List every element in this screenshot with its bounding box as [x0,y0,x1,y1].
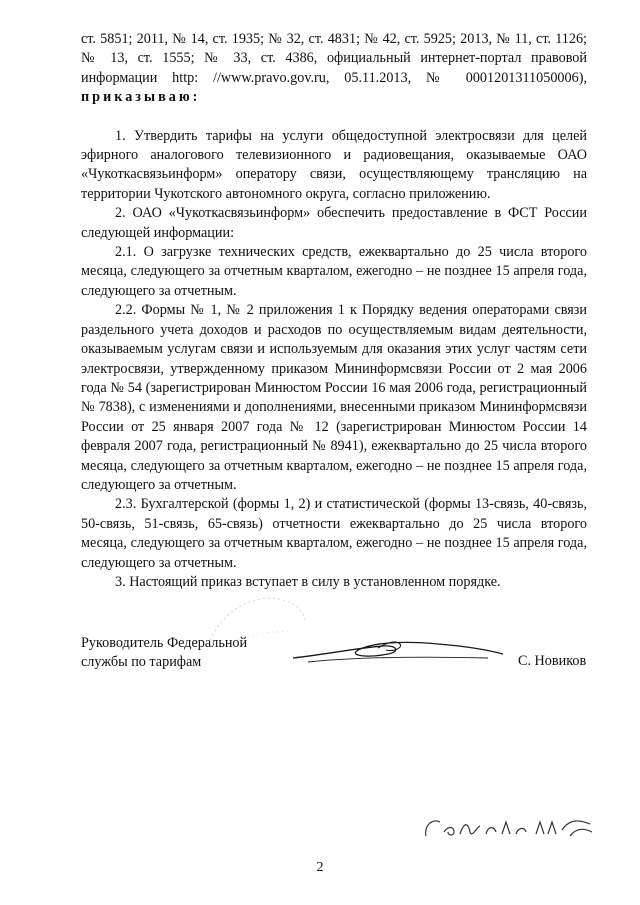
clause-2-1: 2.1. О загрузке технических средств, ежеквартально до 25 числа второго месяца, следующего за отчетным кварталом, ежегодно – не позднее 15 апреля года, следующего за отчетным. [81,244,587,299]
clause-1: 1. Утвердить тарифы на услуги общедоступной электросвязи для целей эфирного аналогового телевизионного и радиовещания, оказываемые ОАО «Чукоткасвязьинформ» оператору связи, осуществляющему трансляцию на территории Чукотского автономного округа, согласно приложению. [81,127,587,202]
continuation-paragraph [81,30,587,108]
clause-3: 3. Настоящий приказ вступает в силу в установленном порядке. [115,573,501,590]
signatory-title-line-1: Руководитель Федеральной [81,635,248,651]
signatory-name: С. Новиков [518,653,587,669]
paragraph-gap [81,108,587,127]
page-number: 2 [316,860,324,875]
handwritten-signature [288,628,508,678]
signatory-title [81,634,247,673]
document-body [81,30,587,592]
clause-2-3: 2.3. Бухгалтерской (формы 1, 2) и статистической (формы 13-связь, 40-связь, 50-связь, 51-связь, 65-связь) отчетности ежеквартально до 25 числа второго месяца, следующего за отчетным кварталом, ежегодно – не позднее 15 апреля года, следующего за отчетным. [81,496,587,571]
handwritten-note [420,808,600,848]
continuation-text: ст. 5851; 2011, № 14, ст. 1935; № 32, ст. 4831; № 42, ст. 5925; 2013, № 11, ст. 1126; № 13, ст. 1555; № 33, ст. 4386, официальный интернет-портал правовой информации http: //www.pravo.gov.ru, 05.11.2013, № 0001201311050006), [81,31,587,86]
clause-2: 2. ОАО «Чукоткасвязьинформ» обеспечить предоставление в ФСТ России следующей информации: [81,205,587,241]
signatory-title-line-2: службы по тарифам [81,654,202,671]
clause-2-2: 2.2. Формы № 1, № 2 приложения 1 к Порядку ведения операторами связи раздельного учета доходов и расходов по осуществляемым видам деятельности, оказываемым услугам связи и используемым для оказания этих услуг частям сети электросвязи, утвержденному приказом Мининформсвязи России от 2 мая 2006 года № 54 (зарегистрирован Минюстом России 16 мая 2006 года, регистрационный № 7838), с изменениями и дополнениями, внесенными приказом Мининформсвязи России от 25 января 2007 года № 12 (зарегистрирован Минюстом России 14 февраля 2007 года, регистрационный № 8941), ежеквартально до 25 числа второго месяца, следующего за отчетным кварталом, ежегодно – не позднее 15 апреля года, следующего за отчетным. [81,302,587,493]
order-word: приказываю: [81,89,201,106]
